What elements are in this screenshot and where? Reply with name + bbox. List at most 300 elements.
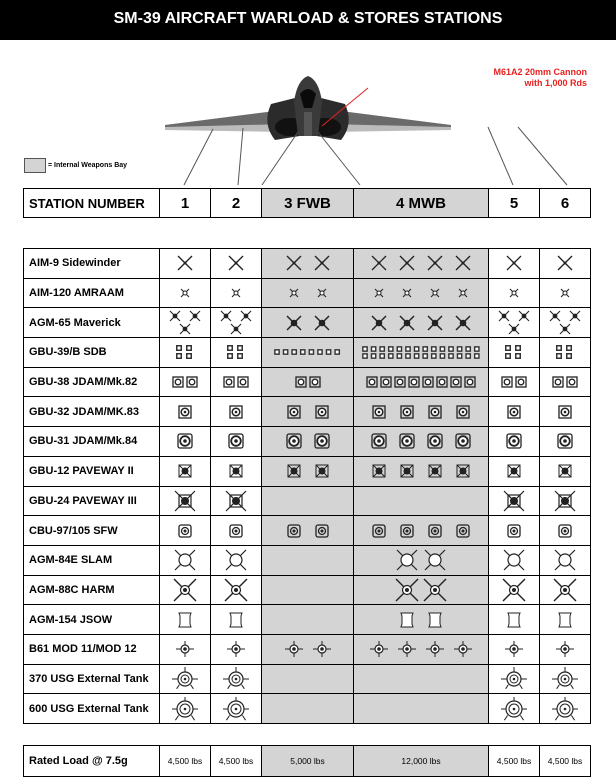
station-cell xyxy=(489,634,540,664)
weapon-row xyxy=(24,397,591,427)
weapon-name: GBU-31 JDAM/Mk.84 xyxy=(24,427,160,457)
station-cell xyxy=(489,338,540,368)
station-cell xyxy=(262,397,354,427)
station-cell xyxy=(540,278,591,308)
missile-fins-icon xyxy=(400,256,414,270)
jdam-medium-icon xyxy=(179,406,191,418)
cluster-bomb-icon xyxy=(288,525,300,537)
sdb-pack-icon xyxy=(371,353,377,359)
jdam-large-icon xyxy=(400,434,414,448)
small-missile-group xyxy=(173,279,197,307)
fuel-tank-large-icon xyxy=(501,697,527,720)
station-cell xyxy=(354,664,489,694)
slam-group xyxy=(395,546,447,574)
maverick-icon xyxy=(221,311,231,321)
jdam-large-icon xyxy=(287,434,301,448)
station-4-mwb: 4 MWB xyxy=(354,189,489,218)
harm-group xyxy=(173,576,197,604)
rated-load-station-1: 4,500 lbs xyxy=(160,746,211,777)
sdb-pack-icon xyxy=(300,350,306,356)
harm-icon xyxy=(424,579,446,601)
jsow-group xyxy=(502,606,526,634)
station-cell xyxy=(354,338,489,368)
weapon-row xyxy=(24,308,591,338)
fuel-tank-large-group xyxy=(173,695,197,723)
fuel-tank-large-group xyxy=(553,695,577,723)
small-missile-icon xyxy=(290,289,298,297)
sdb-pack-icon xyxy=(440,353,446,359)
sdb-pack-icon xyxy=(414,346,420,352)
jsow-icon xyxy=(401,613,413,627)
weapon-name: AGM-88C HARM xyxy=(24,575,160,605)
cluster-bomb-icon xyxy=(559,525,571,537)
station-cell xyxy=(262,367,354,397)
small-missile-icon xyxy=(232,289,240,297)
small-missile-icon xyxy=(375,289,383,297)
jsow-group xyxy=(224,606,248,634)
jsow-group xyxy=(395,606,447,634)
station-cell xyxy=(354,634,489,664)
cluster-bomb-icon xyxy=(373,525,385,537)
jdam-large-group xyxy=(282,427,334,455)
jdam-small-icon xyxy=(381,377,391,387)
weapon-name: AGM-84E SLAM xyxy=(24,545,160,575)
sdb-pack-icon xyxy=(309,350,315,356)
slam-icon xyxy=(226,550,246,570)
rated-load-station-3: 5,000 lbs xyxy=(262,746,354,777)
station-cell xyxy=(211,516,262,546)
station-cell xyxy=(354,367,489,397)
fuel-tank-icon xyxy=(552,667,578,689)
sdb-pack-group xyxy=(504,344,524,360)
sdb-pack-icon xyxy=(237,345,243,351)
weapon-name: GBU-32 JDAM/MK.83 xyxy=(24,397,160,427)
maverick-group xyxy=(496,309,532,337)
jdam-large-icon xyxy=(456,434,470,448)
station-cell xyxy=(211,575,262,605)
jdam-medium-group xyxy=(553,398,577,426)
sdb-pack-icon xyxy=(422,346,428,352)
station-1: 1 xyxy=(160,189,211,218)
station-5: 5 xyxy=(489,189,540,218)
station-cell xyxy=(211,427,262,457)
sdb-pack-icon xyxy=(566,353,572,359)
nuclear-bomb-icon xyxy=(454,641,472,657)
station-cell xyxy=(489,605,540,635)
weapon-row xyxy=(24,694,591,724)
station-cell xyxy=(211,278,262,308)
jdam-large-group xyxy=(502,427,526,455)
sdb-pack-icon xyxy=(405,353,411,359)
cluster-bomb-icon xyxy=(401,525,413,537)
small-missile-icon xyxy=(318,289,326,297)
cannon-callout-line-2: with 1,000 Rds xyxy=(524,78,587,88)
sdb-pack-icon xyxy=(440,346,446,352)
page-title: SM-39 AIRCRAFT WARLOAD & STORES STATIONS xyxy=(0,0,616,40)
nuclear-bomb-icon xyxy=(285,641,303,657)
fuel-tank-large-icon xyxy=(552,697,578,720)
station-cell xyxy=(160,664,211,694)
weapon-name: GBU-38 JDAM/Mk.82 xyxy=(24,367,160,397)
nuclear-bomb-icon xyxy=(370,641,388,657)
rated-load-station-6: 4,500 lbs xyxy=(540,746,591,777)
slam-group xyxy=(553,546,577,574)
cluster-bomb-icon xyxy=(316,525,328,537)
sdb-pack-icon xyxy=(176,353,182,359)
maverick-icon xyxy=(509,324,519,334)
station-cell xyxy=(354,694,489,724)
jdam-medium-icon xyxy=(230,406,242,418)
station-cell xyxy=(540,664,591,694)
cluster-bomb-icon xyxy=(429,525,441,537)
jdam-small-icon xyxy=(516,377,526,387)
small-missile-icon xyxy=(510,289,518,297)
slam-icon xyxy=(397,550,417,570)
jdam-small-group xyxy=(217,368,255,396)
jdam-small-icon xyxy=(553,377,563,387)
jdam-medium-group xyxy=(173,398,197,426)
station-header-table xyxy=(23,188,591,218)
cluster-bomb-group xyxy=(173,517,197,545)
fuel-tank-icon xyxy=(172,667,198,689)
station-cell xyxy=(211,486,262,516)
station-cell xyxy=(354,427,489,457)
jdam-small-icon xyxy=(437,377,447,387)
sdb-pack-icon xyxy=(414,353,420,359)
sdb-pack-icon xyxy=(566,345,572,351)
station-cell xyxy=(262,338,354,368)
station-cell xyxy=(160,367,211,397)
slam-group xyxy=(173,546,197,574)
sdb-pack-icon xyxy=(237,353,243,359)
weapon-row xyxy=(24,516,591,546)
station-cell xyxy=(354,605,489,635)
station-cell xyxy=(211,456,262,486)
paveway-large-icon xyxy=(555,491,575,511)
paveway-group xyxy=(224,457,248,485)
sdb-pack-icon xyxy=(422,353,428,359)
station-cell xyxy=(489,427,540,457)
sdb-pack-icon xyxy=(556,353,562,359)
jdam-medium-group xyxy=(367,398,475,426)
jdam-small-icon xyxy=(310,377,320,387)
jdam-medium-icon xyxy=(559,406,571,418)
sdb-pack-icon xyxy=(405,346,411,352)
weapon-row xyxy=(24,367,591,397)
sdb-pack-icon xyxy=(448,346,454,352)
station-cell xyxy=(262,694,354,724)
station-cell xyxy=(262,664,354,694)
station-cell xyxy=(160,486,211,516)
station-cell xyxy=(211,605,262,635)
rated-load-station-2: 4,500 lbs xyxy=(211,746,262,777)
station-cell xyxy=(489,516,540,546)
station-cell xyxy=(489,664,540,694)
station-cell xyxy=(489,249,540,279)
station-cell xyxy=(354,486,489,516)
paveway-large-group xyxy=(173,487,197,515)
cluster-bomb-icon xyxy=(457,525,469,537)
rated-load-label: Rated Load @ 7.5g xyxy=(24,746,160,777)
sdb-pack-icon xyxy=(515,345,521,351)
maverick-icon xyxy=(560,324,570,334)
station-cell xyxy=(262,278,354,308)
station-cell xyxy=(540,605,591,635)
station-cell xyxy=(540,427,591,457)
paveway-group xyxy=(367,457,475,485)
fuel-tank-icon xyxy=(223,667,249,689)
weapon-name: GBU-39/B SDB xyxy=(24,338,160,368)
station-cell xyxy=(211,694,262,724)
small-missile-group xyxy=(502,279,526,307)
fuel-tank-group xyxy=(553,665,577,693)
station-cell xyxy=(160,694,211,724)
station-cell xyxy=(354,456,489,486)
slam-group xyxy=(502,546,526,574)
harm-icon xyxy=(554,579,576,601)
sdb-pack-icon xyxy=(474,346,480,352)
harm-group xyxy=(502,576,526,604)
sdb-pack-icon xyxy=(457,346,463,352)
rated-load-station-4: 12,000 lbs xyxy=(354,746,489,777)
jdam-medium-group xyxy=(502,398,526,426)
jsow-group xyxy=(553,606,577,634)
jdam-large-group xyxy=(173,427,197,455)
station-cell xyxy=(489,486,540,516)
paveway-icon xyxy=(401,465,413,477)
weapon-row xyxy=(24,278,591,308)
station-cell xyxy=(262,545,354,575)
jdam-small-group xyxy=(289,368,327,396)
sdb-pack-icon xyxy=(515,353,521,359)
missile-fins-icon xyxy=(315,256,329,270)
missile-fins-icon xyxy=(507,256,521,270)
maverick-icon xyxy=(372,316,386,330)
sdb-pack-icon xyxy=(431,353,437,359)
station-cell xyxy=(489,694,540,724)
station-cell xyxy=(540,634,591,664)
jdam-medium-icon xyxy=(401,406,413,418)
paveway-icon xyxy=(316,465,328,477)
paveway-large-group xyxy=(502,487,526,515)
paveway-group xyxy=(553,457,577,485)
jdam-small-icon xyxy=(395,377,405,387)
weapon-row xyxy=(24,338,591,368)
jsow-icon xyxy=(559,613,571,627)
paveway-icon xyxy=(230,465,242,477)
station-cell xyxy=(160,308,211,338)
missile-fins-group xyxy=(173,249,197,277)
weapon-row xyxy=(24,575,591,605)
maverick-icon xyxy=(231,324,241,334)
sdb-pack-icon xyxy=(556,345,562,351)
station-cell xyxy=(262,456,354,486)
maverick-group xyxy=(282,309,334,337)
jdam-small-group xyxy=(495,368,533,396)
cluster-bomb-group xyxy=(553,517,577,545)
sdb-pack-icon xyxy=(465,346,471,352)
missile-fins-group xyxy=(502,249,526,277)
station-cell xyxy=(354,545,489,575)
paveway-large-group xyxy=(553,487,577,515)
paveway-icon xyxy=(429,465,441,477)
rated-load-table xyxy=(23,745,591,777)
jdam-small-icon xyxy=(465,377,475,387)
station-cell xyxy=(211,397,262,427)
maverick-group xyxy=(218,309,254,337)
jdam-small-icon xyxy=(502,377,512,387)
fuel-tank-group xyxy=(224,665,248,693)
weapon-name: B61 MOD 11/MOD 12 xyxy=(24,634,160,664)
sdb-pack-group xyxy=(272,348,342,356)
jdam-small-icon xyxy=(296,377,306,387)
jsow-icon xyxy=(508,613,520,627)
sdb-pack-icon xyxy=(379,353,385,359)
missile-fins-icon xyxy=(372,256,386,270)
harm-icon xyxy=(174,579,196,601)
station-cell xyxy=(262,634,354,664)
legend-swatch xyxy=(24,158,46,173)
sdb-pack-icon xyxy=(371,346,377,352)
weapon-name: AGM-154 JSOW xyxy=(24,605,160,635)
paveway-icon xyxy=(373,465,385,477)
sdb-pack-icon xyxy=(457,353,463,359)
station-cell xyxy=(211,338,262,368)
jdam-large-icon xyxy=(428,434,442,448)
sdb-pack-icon xyxy=(448,353,454,359)
jdam-small-icon xyxy=(173,377,183,387)
maverick-icon xyxy=(499,311,509,321)
paveway-icon xyxy=(508,465,520,477)
station-cell xyxy=(540,308,591,338)
station-cell xyxy=(489,278,540,308)
jdam-large-icon xyxy=(178,434,192,448)
small-missile-icon xyxy=(403,289,411,297)
fuel-tank-large-icon xyxy=(172,697,198,720)
sdb-pack-icon xyxy=(186,353,192,359)
jdam-medium-group xyxy=(282,398,334,426)
paveway-large-icon xyxy=(175,491,195,511)
jdam-medium-icon xyxy=(316,406,328,418)
station-cell xyxy=(540,575,591,605)
sdb-pack-icon xyxy=(335,350,341,356)
jsow-icon xyxy=(230,613,242,627)
cluster-bomb-icon xyxy=(508,525,520,537)
station-3-fwb: 3 FWB xyxy=(262,189,354,218)
station-cell xyxy=(211,308,262,338)
sdb-pack-group xyxy=(555,344,575,360)
station-cell xyxy=(540,338,591,368)
jdam-large-icon xyxy=(558,434,572,448)
nuclear-bomb-icon xyxy=(313,641,331,657)
weapon-row xyxy=(24,605,591,635)
weapon-name: AGM-65 Maverick xyxy=(24,308,160,338)
jdam-large-icon xyxy=(229,434,243,448)
station-cell xyxy=(354,397,489,427)
sdb-pack-icon xyxy=(283,350,289,356)
nuclear-bomb-group xyxy=(282,635,334,663)
small-missile-group xyxy=(224,279,248,307)
maverick-icon xyxy=(190,311,200,321)
weapon-name: AIM-120 AMRAAM xyxy=(24,278,160,308)
missile-fins-icon xyxy=(178,256,192,270)
station-cell xyxy=(262,427,354,457)
cluster-bomb-group xyxy=(282,517,334,545)
sdb-pack-icon xyxy=(326,350,332,356)
station-cell xyxy=(540,456,591,486)
maverick-icon xyxy=(315,316,329,330)
sdb-pack-icon xyxy=(505,353,511,359)
jdam-small-group xyxy=(546,368,584,396)
jdam-small-icon xyxy=(409,377,419,387)
aircraft-icon xyxy=(165,76,451,140)
slam-icon xyxy=(504,550,524,570)
station-cell xyxy=(262,486,354,516)
nuclear-bomb-group xyxy=(553,635,577,663)
station-cell xyxy=(540,367,591,397)
maverick-icon xyxy=(519,311,529,321)
cluster-bomb-group xyxy=(367,517,475,545)
paveway-icon xyxy=(179,465,191,477)
maverick-icon xyxy=(170,311,180,321)
weapon-row xyxy=(24,545,591,575)
sdb-pack-icon xyxy=(465,353,471,359)
weapon-row xyxy=(24,634,591,664)
sdb-pack-group xyxy=(226,344,246,360)
paveway-icon xyxy=(457,465,469,477)
small-missile-icon xyxy=(561,289,569,297)
nuclear-bomb-group xyxy=(502,635,526,663)
weapon-row xyxy=(24,664,591,694)
station-cell xyxy=(354,278,489,308)
small-missile-group xyxy=(282,279,334,307)
sdb-pack-icon xyxy=(397,346,403,352)
station-cell xyxy=(160,516,211,546)
fuel-tank-group xyxy=(173,665,197,693)
jdam-medium-icon xyxy=(288,406,300,418)
paveway-group xyxy=(282,457,334,485)
nuclear-bomb-icon xyxy=(556,641,574,657)
sdb-pack-icon xyxy=(292,350,298,356)
nuclear-bomb-icon xyxy=(505,641,523,657)
missile-fins-icon xyxy=(229,256,243,270)
jdam-small-group xyxy=(166,368,204,396)
station-cell xyxy=(540,516,591,546)
station-cell xyxy=(211,367,262,397)
jdam-large-group xyxy=(553,427,577,455)
small-missile-icon xyxy=(181,289,189,297)
station-cell xyxy=(540,545,591,575)
station-cell xyxy=(540,249,591,279)
jsow-group xyxy=(173,606,197,634)
station-number-label: STATION NUMBER xyxy=(24,189,160,218)
jdam-small-icon xyxy=(423,377,433,387)
jdam-large-group xyxy=(367,427,475,455)
jdam-medium-icon xyxy=(373,406,385,418)
station-cell xyxy=(354,308,489,338)
harm-group xyxy=(224,576,248,604)
maverick-icon xyxy=(550,311,560,321)
station-cell xyxy=(160,278,211,308)
station-cell xyxy=(262,308,354,338)
jsow-icon xyxy=(179,613,191,627)
legend xyxy=(24,158,127,173)
sdb-pack-group xyxy=(175,344,195,360)
jdam-large-group xyxy=(224,427,248,455)
harm-group xyxy=(553,576,577,604)
sdb-pack-group xyxy=(360,345,482,360)
sdb-pack-icon xyxy=(505,345,511,351)
